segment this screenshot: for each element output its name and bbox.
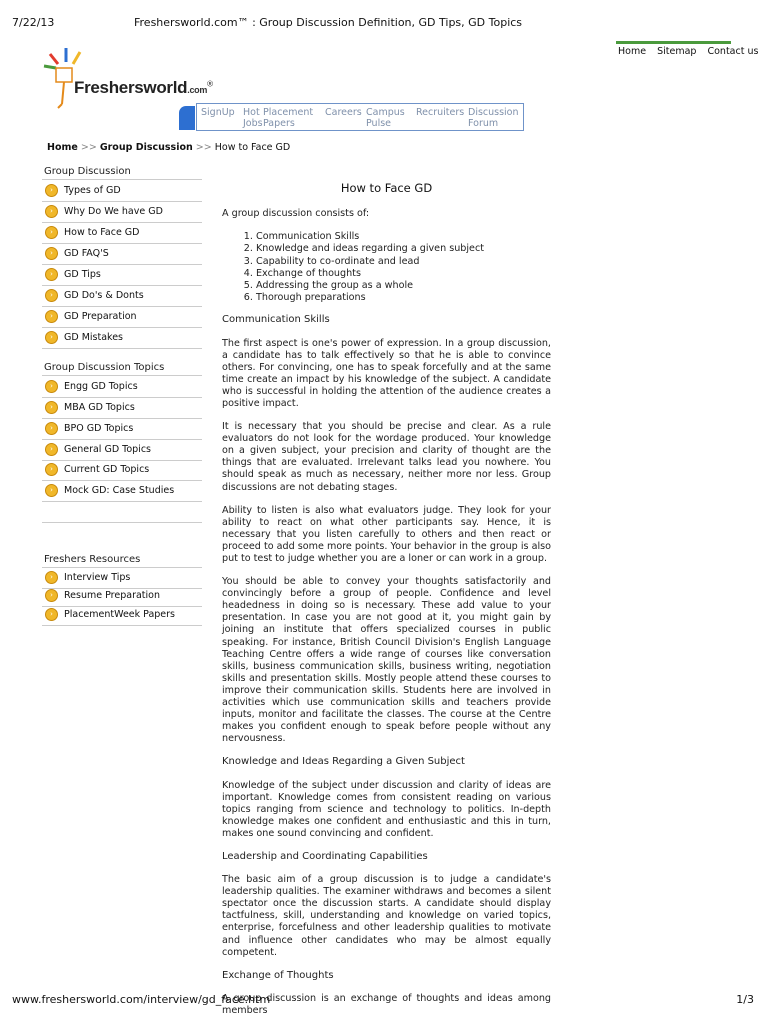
sidebar-item-bpo-gd-topics[interactable]: › BPO GD Topics	[42, 418, 202, 440]
sidebar-item-gd-mistakes[interactable]: › GD Mistakes	[42, 327, 202, 349]
sidebar-item-resume-preparation[interactable]: › Resume Preparation	[42, 585, 202, 607]
logo-figure-icon	[36, 44, 96, 110]
arrow-bullet-icon: ›	[45, 289, 58, 302]
arrow-bullet-icon: ›	[45, 247, 58, 260]
arrow-bullet-icon: ›	[45, 463, 58, 476]
sidebar-item-engg-gd-topics[interactable]: › Engg GD Topics	[42, 376, 202, 398]
nav-item-campus-pulse[interactable]: Campus Pulse	[366, 107, 405, 129]
article-title: How to Face GD	[340, 181, 433, 195]
nav-item-careers[interactable]: Careers	[325, 107, 362, 118]
list-item: 5. Addressing the group as a whole	[256, 280, 551, 292]
arrow-bullet-icon: ›	[45, 380, 58, 393]
sidebar-item-general-gd-topics[interactable]: › General GD Topics	[42, 439, 202, 461]
arrow-bullet-icon: ›	[45, 205, 58, 218]
section-heading-communication: Communication Skills	[222, 314, 330, 326]
sidebar-heading-freshers-resources: Freshers Resources	[44, 554, 141, 565]
arrow-bullet-icon: ›	[45, 443, 58, 456]
paragraph: A group discussion is an exchange of thoughts and ideas among members	[222, 992, 551, 1016]
arrow-bullet-icon: ›	[45, 226, 58, 239]
breadcrumb-separator: >>	[195, 142, 212, 153]
sidebar-item-how-to-face-gd[interactable]: › How to Face GD	[42, 222, 202, 244]
list-item: 4. Exchange of thoughts	[256, 268, 551, 280]
list-item: 1. Communication Skills	[256, 231, 551, 243]
arrow-bullet-icon: ›	[45, 401, 58, 414]
arrow-bullet-icon: ›	[45, 589, 58, 602]
nav-item-hot-jobs[interactable]: Hot Jobs	[243, 107, 263, 129]
sidebar-item-why-gd[interactable]: › Why Do We have GD	[42, 201, 202, 223]
sidebar-item-mock-gd[interactable]: › Mock GD: Case Studies	[42, 480, 202, 502]
freshersworld-logo[interactable]	[36, 44, 196, 110]
paragraph: Ability to listen is also what evaluators judge. They look for your ability to react on what other participants say. Hence, it is necessary that you listen carefully to others and then react or proceed to add some more points. Your behavior in the group is also put to test to judge whether you are a loner or can work in a group.	[222, 504, 551, 564]
logo-name: Freshersworld	[74, 78, 188, 97]
logo-wordmark	[74, 78, 213, 98]
paragraph: Knowledge of the subject under discussion and clarity of ideas are important. Knowledge comes from consistent reading on various topics ranging from science and technology to politics. In-depth knowledge makes one confident and enthusiastic and this in turn, makes one sound convincing and confident.	[222, 779, 551, 839]
nav-item-placement-papers[interactable]: Placement Papers	[263, 107, 314, 129]
list-item: 3. Capability to co-ordinate and lead	[256, 256, 551, 268]
paragraph: You should be able to convey your thoughts satisfactorily and convincingly before a group of people. Confidence and level headedness in doing so is necessary. These add value to your presentation. In case you are not good at it, you might gain by joining an institute that offers specialized courses in public speaking. For instance, British Council Division's English Language Teaching Centre offers a wide range of courses like conversation skills, business communication skills, business writing, negotiation skills and presentation skills. Mostly people attend these courses to improve their communication skills. Students here are involved in activities which use communication skills and teachers provide inputs, monitor and facilitate the classes. The course at the Centre makes you confident enough to speak before people without any nervousness.	[222, 576, 551, 745]
nav-tab-accent	[179, 106, 195, 130]
sidebar-item-interview-tips[interactable]: › Interview Tips	[42, 567, 202, 589]
paragraph: The basic aim of a group discussion is to judge a candidate's leadership qualities. The examiner withdraws and becomes a silent spectator once the discussion starts. A candidate should display tactfulness, skill, understanding and knowledge on varied topics, enterprise, forcefulness and other leadership qualities to motivate and influence other candidates who may be almost equally competent.	[222, 874, 551, 958]
print-date: 7/22/13	[12, 16, 55, 29]
top-links-bar	[616, 41, 731, 44]
nav-item-discussion-forum[interactable]: Discussion Forum	[468, 107, 519, 129]
arrow-bullet-icon: ›	[45, 268, 58, 281]
sidebar-divider	[42, 522, 202, 523]
print-page-number: 1/3	[736, 993, 754, 1006]
arrow-bullet-icon: ›	[45, 484, 58, 497]
sidebar-item-types-of-gd[interactable]: › Types of GD	[42, 180, 202, 202]
top-link-home[interactable]: Home	[618, 46, 647, 57]
list-item: 6. Thorough preparations	[256, 292, 551, 304]
top-links	[618, 46, 766, 57]
sidebar-item-gd-preparation[interactable]: › GD Preparation	[42, 306, 202, 328]
sidebar-item-current-gd-topics[interactable]: › Current GD Topics	[42, 459, 202, 481]
top-link-contact[interactable]: Contact us	[707, 46, 759, 57]
breadcrumb-section[interactable]: Group Discussion	[99, 142, 193, 153]
sidebar-item-gd-dos-donts[interactable]: › GD Do's & Donts	[42, 285, 202, 307]
section-heading-knowledge: Knowledge and Ideas Regarding a Given Subject	[222, 756, 465, 768]
arrow-bullet-icon: ›	[45, 422, 58, 435]
sidebar-item-gd-tips[interactable]: › GD Tips	[42, 264, 202, 286]
section-heading-leadership: Leadership and Coordinating Capabilities	[222, 850, 428, 862]
paragraph: It is necessary that you should be precise and clear. As a rule evaluators do not look for the wordage produced. Your knowledge on a given subject, your precision and clarity of thought are the things that are evaluated. Irrelevant talks lead you nowhere. You should speak as much as necessary, neither more nor less. Group discussions are not debating stages.	[222, 421, 551, 493]
breadcrumb-current: How to Face GD	[214, 142, 291, 153]
sidebar-item-gd-faqs[interactable]: › GD FAQ'S	[42, 243, 202, 265]
arrow-bullet-icon: ›	[45, 184, 58, 197]
nav-item-signup[interactable]: SignUp	[201, 107, 235, 118]
breadcrumb	[47, 142, 290, 153]
sidebar-item-mba-gd-topics[interactable]: › MBA GD Topics	[42, 397, 202, 419]
list-item: 2. Knowledge and ideas regarding a given subject	[256, 243, 551, 255]
print-page-url: www.freshersworld.com/interview/gd_face.htm	[12, 993, 271, 1006]
paragraph: The first aspect is one's power of expression. In a group discussion, a candidate has to talk effectively so that he is able to convince others. For convincing, one has to speak forcefully and at the same time create an impact by his knowledge of the subject. A candidate who is successful in holding the attention of the audience creates a positive impact.	[222, 337, 551, 409]
arrow-bullet-icon: ›	[45, 310, 58, 323]
breadcrumb-home[interactable]: Home	[47, 142, 78, 153]
top-link-sitemap[interactable]: Sitemap	[657, 46, 697, 57]
main-nav	[196, 103, 524, 131]
section-heading-exchange: Exchange of Thoughts	[222, 969, 334, 981]
print-page-title: Freshersworld.com™ : Group Discussion Definition, GD Tips, GD Topics	[134, 16, 523, 29]
gd-components-list	[222, 231, 551, 304]
article-content	[222, 182, 551, 1028]
article-intro: A group discussion consists of:	[222, 208, 370, 220]
breadcrumb-separator: >>	[80, 142, 97, 153]
arrow-bullet-icon: ›	[45, 608, 58, 621]
sidebar-item-placementweek-papers[interactable]: › PlacementWeek Papers	[42, 604, 202, 626]
sidebar-heading-group-discussion: Group Discussion	[44, 166, 131, 177]
sidebar-heading-gd-topics: Group Discussion Topics	[44, 362, 165, 373]
nav-item-recruiters[interactable]: Recruiters	[416, 107, 465, 118]
arrow-bullet-icon: ›	[45, 331, 58, 344]
arrow-bullet-icon: ›	[45, 571, 58, 584]
logo-suffix: .com	[187, 85, 208, 95]
registered-mark: ®	[207, 79, 213, 89]
